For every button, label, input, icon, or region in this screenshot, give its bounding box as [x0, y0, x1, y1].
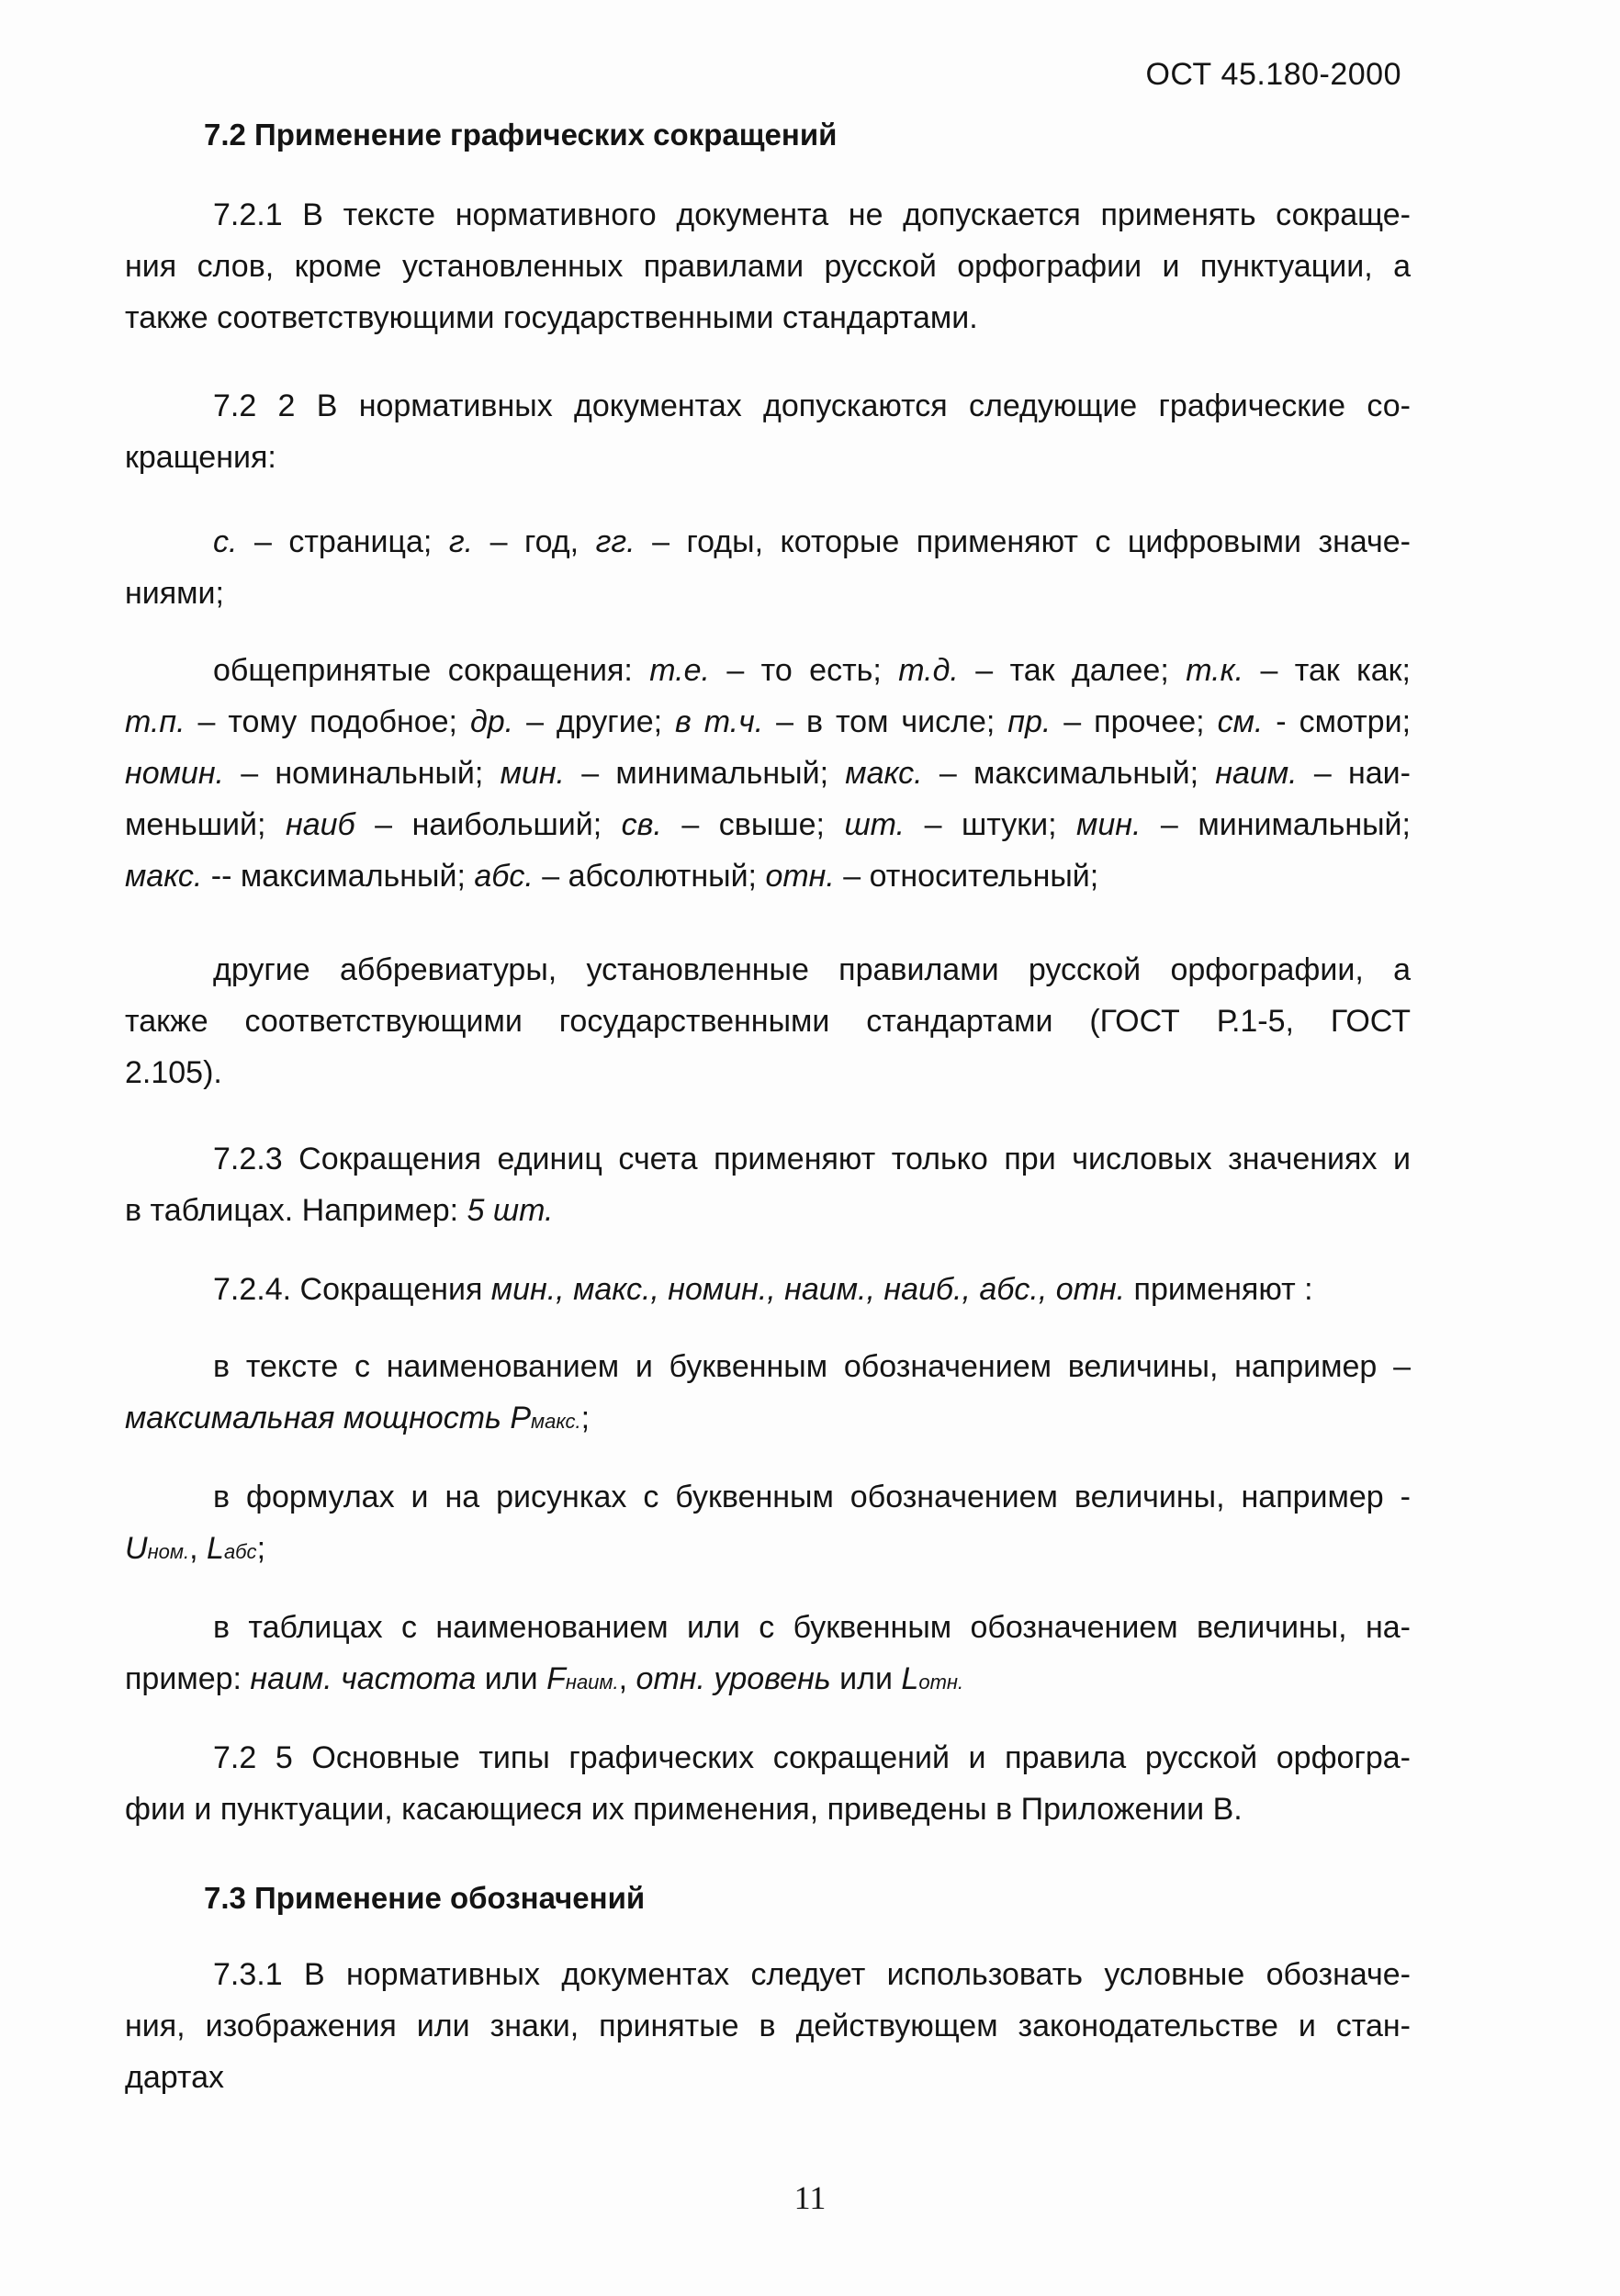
text-line: кращения:: [125, 440, 276, 475]
text-line: другие аббревиатуры, установленные правилами русской орфографии, а: [213, 952, 1411, 987]
text-line: 7.2.1 В тексте нормативного документа не допускается применять сокраще-: [213, 197, 1411, 232]
list-item-other-abbreviations: [125, 944, 1411, 1098]
section-heading-7-2: 7.2 Применение графических сокращений: [204, 118, 838, 152]
text-line: также соответствующими государственными стандартами.: [125, 300, 978, 335]
paragraph-7-3-1: [125, 1949, 1411, 2103]
text-line: 7.2 2 В нормативных документах допускаются следующие графические со-: [213, 388, 1411, 423]
text-line: Uном., Lабс;: [125, 1531, 266, 1566]
text-line: макс. -- максимальный; абс. – абсолютный; отн. – относительный;: [125, 859, 1099, 894]
text-line: ния слов, кроме установленных правилами русской орфографии и пунктуации, а: [125, 249, 1411, 284]
page-number: 11: [793, 2179, 827, 2216]
text-line: фии и пунктуации, касающиеся их применения, приведены в Приложении В.: [125, 1792, 1243, 1827]
section-heading-7-3: 7.3 Применение обозначений: [204, 1881, 646, 1915]
text-line: с. – страница; г. – год, гг. – годы, которые применяют с цифровыми значе-: [213, 524, 1411, 559]
text-line: в формулах и на рисунках с буквенным обозначением величины, например -: [213, 1480, 1411, 1514]
text-line: меньший; наиб – наибольший; св. – свыше; шт. – штуки; мин. – минимальный;: [125, 807, 1411, 842]
text-line: ния, изображения или знаки, принятые в действующем законодательстве и стан-: [125, 2009, 1411, 2043]
paragraph-7-2-3: [125, 1133, 1411, 1236]
paragraph-7-2-1: [125, 189, 1411, 343]
text-line: максимальная мощность Рмакс.;: [125, 1401, 591, 1435]
text-line: в таблицах. Например: 5 шт.: [125, 1193, 554, 1228]
text-line: также соответствующими государственными стандартами (ГОСТ Р.1-5, ГОСТ: [125, 1004, 1411, 1039]
text-line: т.п. – тому подобное; др. – другие; в т.ч. – в том числе; пр. – прочее; см. - смотри;: [125, 704, 1412, 739]
list-item-in-tables: [125, 1602, 1411, 1708]
list-item-page-year: [125, 516, 1411, 619]
text-line: 7.2.3 Сокращения единиц счета применяют только при числовых значениях и: [213, 1142, 1411, 1176]
document-code: ОСТ 45.180-2000: [1145, 57, 1401, 92]
text-line: 2.105).: [125, 1055, 222, 1090]
paragraph-7-2-4: [125, 1264, 1411, 1315]
text-line: ниями;: [125, 576, 224, 611]
text-line: 7.3.1 В нормативных документах следует использовать условные обозначе-: [213, 1957, 1411, 1992]
text-line: в тексте с наименованием и буквенным обозначением величины, например –: [213, 1349, 1411, 1384]
text-line: 7.2 5 Основные типы графических сокращений и правила русской орфогра-: [213, 1740, 1411, 1775]
text-line: номин. – номинальный; мин. – минимальный; макс. – максимальный; наим. – наи-: [125, 756, 1411, 791]
text-line: в таблицах с наименованием или с буквенным обозначением величины, на-: [213, 1610, 1411, 1645]
text-line: пример: наим. частота или Fнаим., отн. уровень или Lотн.: [125, 1661, 964, 1696]
text-line: дартах: [125, 2060, 225, 2095]
text-line: общепринятые сокращения: т.е. – то есть; т.д. – так далее; т.к. – так как;: [213, 653, 1412, 688]
list-item-common-abbreviations: [125, 645, 1411, 902]
list-item-in-text: [125, 1341, 1411, 1447]
paragraph-7-2-5: [125, 1732, 1411, 1835]
paragraph-7-2-2: [125, 380, 1411, 483]
list-item-in-formulas: [125, 1471, 1411, 1578]
text-line: 7.2.4. Сокращения мин., макс., номин., наим., наиб., абс., отн. применяют :: [213, 1272, 1313, 1307]
